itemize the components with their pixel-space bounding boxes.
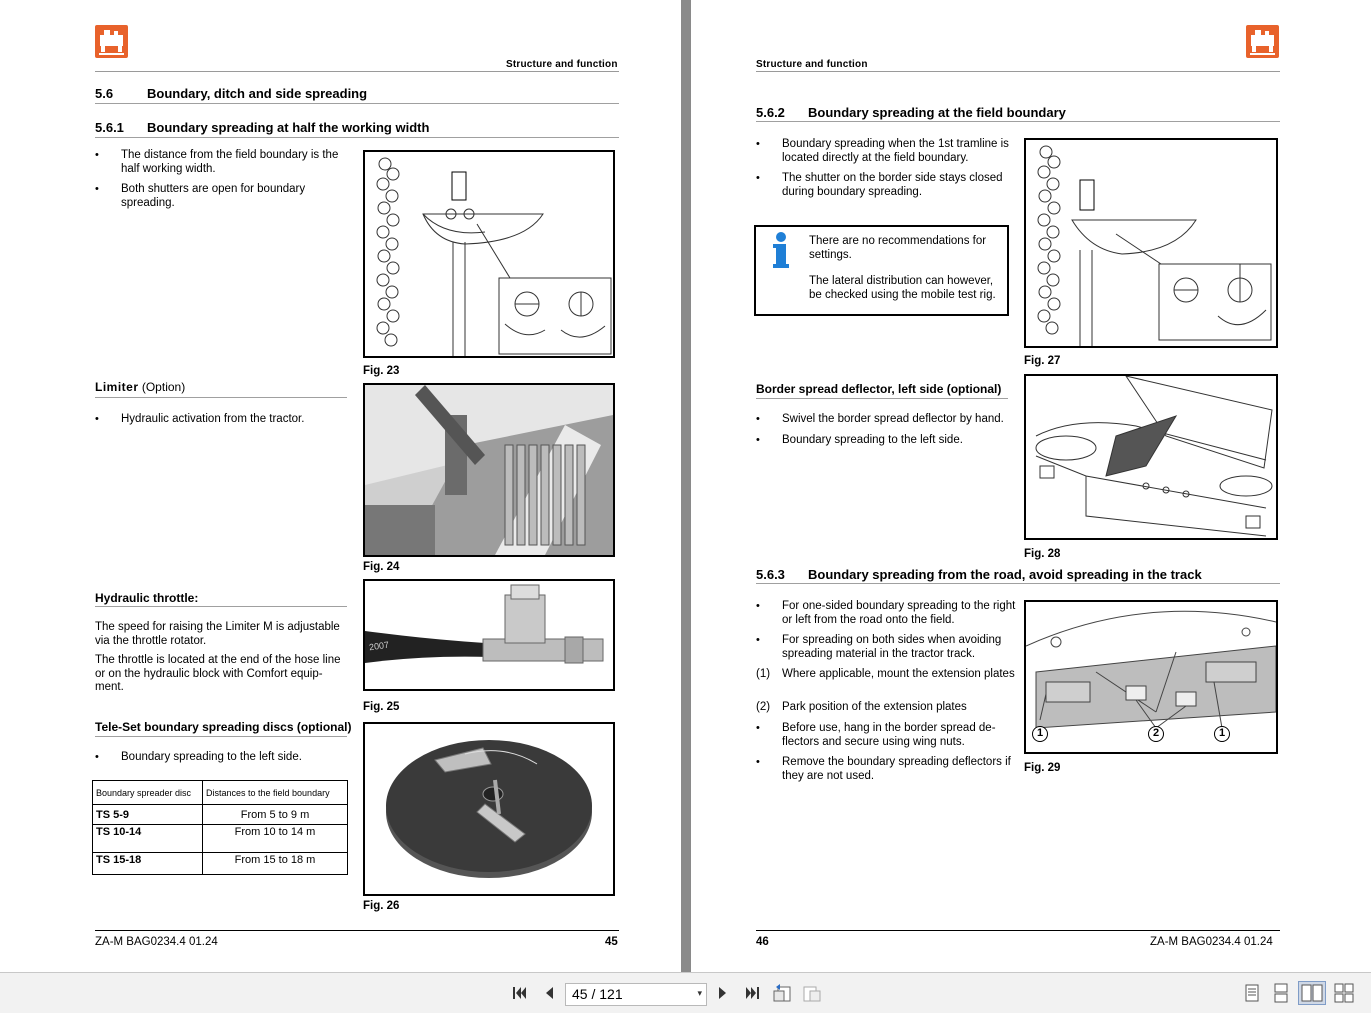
table-row — [93, 853, 348, 875]
callout-1-left: 1 — [1032, 726, 1048, 742]
callout-1-right: 1 — [1214, 726, 1230, 742]
continuous-page-icon — [1273, 983, 1289, 1003]
info-icon — [770, 231, 792, 271]
section-5-6-3-title: 5.6.3 Boundary spreading from the road, avoid spreading in the track — [756, 567, 1202, 582]
limiter-heading: Limiter (Option) — [95, 380, 186, 394]
bullet-item: • Before use, hang in the border spread de-flectors and secure using wing nuts. — [756, 722, 1016, 749]
figure-28 — [1024, 374, 1278, 540]
continuous-facing-view-button[interactable] — [1332, 981, 1356, 1005]
footer-doc-id: ZA-M BAG0234.4 01.24 — [1150, 936, 1273, 948]
go-forward-view-button[interactable] — [800, 981, 824, 1005]
table-cell: From 15 to 18 m — [203, 853, 348, 875]
previous-page-button[interactable] — [538, 981, 560, 1005]
section-rule — [756, 121, 1280, 122]
figure-27 — [1024, 138, 1278, 348]
section-rule — [756, 583, 1280, 584]
footer-rule — [95, 930, 619, 931]
footer-rule — [756, 930, 1280, 931]
section-5-6-1-title: 5.6.1 Boundary spreading at half the working width — [95, 120, 430, 135]
subhead-rule — [95, 606, 347, 607]
continuous-facing-icon — [1334, 983, 1354, 1003]
figure-caption: Fig. 25 — [363, 701, 400, 713]
footer-doc-id: ZA-M BAG0234.4 01.24 — [95, 936, 218, 948]
teleset-table — [92, 780, 348, 875]
continuous-view-button[interactable] — [1269, 981, 1293, 1005]
next-page-icon — [717, 985, 729, 1001]
section-5-6-2-title: 5.6.2 Boundary spreading at the field boundary — [756, 105, 1066, 120]
table-cell: From 10 to 14 m — [203, 825, 348, 853]
figure-caption: Fig. 29 — [1024, 762, 1061, 774]
bullet-item: • Both shutters are open for boundary spreading. — [95, 183, 355, 210]
bullet-item: • Swivel the border spread deflector by hand. — [756, 413, 1016, 427]
subhead-rule — [756, 398, 1008, 399]
facing-pages-icon — [1301, 983, 1323, 1003]
page-46 — [691, 0, 1371, 972]
figure-24-photo — [363, 383, 615, 557]
table-cell: From 5 to 9 m — [203, 805, 348, 825]
figure-23 — [363, 150, 615, 358]
subhead-rule — [95, 397, 347, 398]
first-page-button[interactable] — [508, 981, 532, 1005]
figure-caption: Fig. 23 — [363, 365, 400, 377]
table-cell: TS 5-9 — [93, 805, 203, 825]
first-page-icon — [511, 985, 529, 1001]
bullet-item: • Remove the boundary spreading deflectors if they are not used. — [756, 756, 1016, 783]
bullet-item: • Boundary spreading to the left side. — [95, 751, 355, 765]
figure-caption: Fig. 27 — [1024, 355, 1061, 367]
single-page-icon — [1244, 983, 1260, 1003]
section-5-6-title: 5.6 Boundary, ditch and side spreading — [95, 86, 368, 101]
bullet-item: • Boundary spreading when the 1st tramline is located directly at the field boundary. — [756, 138, 1011, 165]
info-paragraph: There are no recommendations for settings. — [809, 235, 987, 261]
figure-29 — [1024, 600, 1278, 754]
page-45 — [0, 0, 681, 972]
numbered-item: (1) Where applicable, mount the extension plates — [756, 668, 1015, 680]
callout-2: 2 — [1148, 726, 1164, 742]
single-page-view-button[interactable] — [1240, 981, 1264, 1005]
paragraph: The speed for raising the Limiter M is adjustable via the throttle rotator. — [95, 621, 340, 647]
page-header: Structure and function — [506, 59, 618, 70]
bullet-item: • The shutter on the border side stays closed during boundary spreading. — [756, 172, 1011, 199]
teleset-heading: Tele-Set boundary spreading discs (optional) — [95, 720, 352, 734]
info-paragraph: The lateral distribution can however, be checked using the mobile test rig. — [809, 275, 996, 301]
table-header-cell: Distances to the field boundary — [203, 781, 348, 805]
table-row — [93, 805, 348, 825]
chevron-down-icon: ▾ — [697, 988, 702, 998]
viewer-toolbar — [0, 972, 1371, 1013]
figure-caption: Fig. 26 — [363, 900, 400, 912]
go-back-view-button[interactable] — [770, 981, 794, 1005]
page-number: 45 — [605, 936, 618, 948]
last-page-button[interactable] — [740, 981, 764, 1005]
page-number-value: 45 / 121 — [572, 986, 623, 1002]
info-note — [754, 225, 1009, 316]
section-rule — [95, 103, 619, 104]
section-rule — [95, 137, 619, 138]
facing-pages-view-button[interactable] — [1298, 981, 1326, 1005]
amazone-logo — [95, 25, 128, 58]
next-page-button[interactable] — [712, 981, 734, 1005]
bullet-item: • For one-sided boundary spreading to the right or left from the road onto the field. — [756, 600, 1016, 627]
page-number: 46 — [756, 936, 769, 948]
bullet-item: • Hydraulic activation from the tractor. — [95, 413, 355, 427]
table-header-cell: Boundary spreader disc — [93, 781, 203, 805]
paragraph: The throttle is located at the end of the hose line or on the hydraulic block with Comfort equip-ment. — [95, 654, 341, 693]
table-cell: TS 15-18 — [93, 853, 203, 875]
subhead-rule — [95, 736, 347, 737]
hedge-illustration — [377, 158, 399, 346]
back-view-icon — [772, 983, 792, 1003]
figure-caption: Fig. 28 — [1024, 548, 1061, 560]
figure-25-photo — [363, 579, 615, 691]
hydraulic-throttle-heading: Hydraulic throttle: — [95, 591, 199, 605]
forward-view-icon — [802, 983, 822, 1003]
figure-26-photo — [363, 722, 615, 896]
border-deflector-heading: Border spread deflector, left side (optional) — [756, 382, 1002, 396]
previous-page-icon — [543, 985, 555, 1001]
numbered-item: (2) Park position of the extension plates — [756, 701, 967, 713]
amazone-logo — [1246, 25, 1279, 58]
page-number-select[interactable] — [565, 983, 707, 1006]
bullet-item: • The distance from the field boundary is the half working width. — [95, 149, 355, 176]
last-page-icon — [743, 985, 761, 1001]
figure-caption: Fig. 24 — [363, 561, 400, 573]
hose-marking: 2007 — [368, 639, 390, 653]
table-cell: TS 10-14 — [93, 825, 203, 853]
header-rule — [756, 71, 1280, 72]
table-row — [93, 825, 348, 853]
page-header: Structure and function — [756, 59, 868, 70]
bullet-item: • For spreading on both sides when avoiding spreading material in the tractor track. — [756, 634, 1016, 661]
bullet-item: • Boundary spreading to the left side. — [756, 434, 1016, 448]
table-header-row — [93, 781, 348, 805]
header-rule — [95, 71, 619, 72]
